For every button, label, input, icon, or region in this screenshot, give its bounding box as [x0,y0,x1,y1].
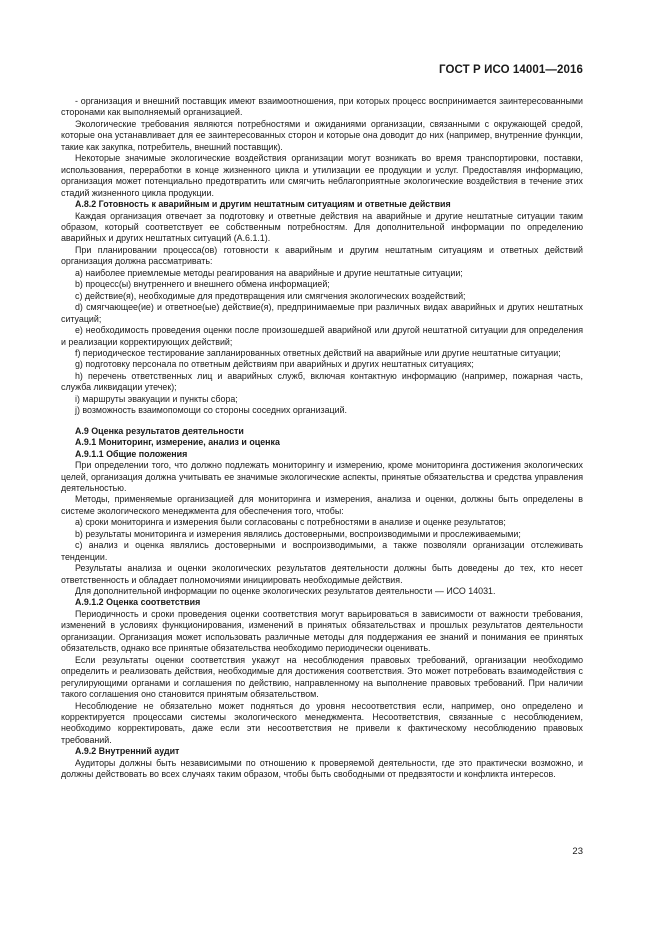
page-number: 23 [572,846,583,857]
list-item: g) подготовку персонала по ответным действиям при аварийных и других нештатных ситуациях; [75,359,474,370]
list-item: j) возможность взаимопомощи со стороны соседних организаций. [75,405,347,416]
list-item: i) маршруты эвакуации и пункты сбора; [75,393,238,404]
body-paragraph: Экологические требования являются потребностями и ожиданиями организации, связанными с окружающей средой, которые она устанавливает для ее заинтересованных сторон и которые она доводит до них (например, внутренние функции, такие как закупка, потребитель, внешний поставщик). [61,118,583,152]
body-paragraph: Результаты анализа и оценки экологических результатов деятельности должны быть доведены до тех, кто несет ответственность и обладает полномочиями инициировать необходимые действия. [61,563,583,585]
body-paragraph: Для дополнительной информации по оценке экологических результатов деятельности — ИСО 14031. [75,586,496,597]
list-item: h) перечень ответственных лиц и аварийных служб, включая контактную информацию (например, пожарная часть, служба ликвидации утечек); [61,370,583,393]
section-heading: А.9 Оценка результатов деятельности [75,425,244,436]
list-item: а) наиболее приемлемые методы реагирования на аварийные и другие нештатные ситуации; [75,267,463,278]
list-item: с) анализ и оценка являлись достоверными и воспроизводимыми, а также позволяли организации отслеживать тенденции. [61,540,583,562]
body-paragraph: При планировании процесса(ов) готовности к аварийным и другим нештатным ситуациям и ответных действий организация должна рассматривать: [61,244,583,267]
subsection-heading: А.9.2 Внутренний аудит [75,746,180,757]
body-paragraph: Некоторые значимые экологические воздействия организации могут возникать во время транспортировки, поставки, использования, переработки в конце жизненного цикла и утилизации ее продукции и услуг. Предоставляя информацию, организация может потенциально предотвратить или смягчить неблагоприятные экологические воздействия в течение этих стадий жизненного цикла продукции. [61,153,583,198]
list-item: b) результаты мониторинга и измерения являлись достоверными, воспроизводимыми и прослеживаемыми; [75,528,521,539]
list-item: а) сроки мониторинга и измерения были согласованы с потребностями в анализе и оценке результатов; [75,517,506,528]
body-paragraph: Каждая организация отвечает за подготовку и ответные действия на аварийные и другие нештатные ситуации таким образом, который соответствует ее собственным потребностям. Для дополнительной информации по определению аварийных и других нештатных ситуаций (А.6.1.1). [61,210,583,244]
subsection-heading: А.9.1.2 Оценка соответствия [75,597,201,608]
body-paragraph: При определении того, что должно подлежать мониторингу и измерению, кроме мониторинга достижения экологических целей, организация должна учитывать ее значимые экологические аспекты, принятые обязательства и средства управления деятельностью. [61,460,583,493]
body-paragraph: Аудиторы должны быть независимыми по отношению к проверяемой деятельности, где это практически возможно, и должны действовать во всех случаях таким образом, чтобы быть свободными от предвзятости и конфликта интересов. [61,757,583,780]
body-paragraph: Если результаты оценки соответствия укажут на несоблюдения правовых требований, организации необходимо определить и реализовать действия, необходимые для достижения соответствия. Это может потребовать взаимодействия с регулирующими органами и соглашения по действию, направленному на выполнение правовых требований. При наличии такого соглашения оно становится принятым обязательством. [61,654,583,700]
subsection-heading: А.9.1 Мониторинг, измерение, анализ и оценка [75,437,280,448]
document-body [61,96,583,781]
list-item: с) действие(я), необходимые для предотвращения или смягчения экологических воздействий; [75,290,466,301]
list-item: е) необходимость проведения оценки после произошедшей аварийной или другой нештатной ситуации для определения и реализации корректирующих действий; [61,325,583,347]
body-paragraph: Методы, применяемые организацией для мониторинга и измерения, анализа и оценки, должны быть определены в системе экологического менеджмента для обеспечения того, чтобы: [61,494,583,516]
body-paragraph: - организация и внешний поставщик имеют взаимоотношения, при которых процесс воспринимается заинтересованными сторонами как выполняемый организацией. [61,96,583,118]
list-item: f) периодическое тестирование запланированных ответных действий на аварийные или другие нештатные ситуации; [75,347,561,358]
body-paragraph: Несоблюдение не обязательно может подняться до уровня несоответствия если, например, оно определено и корректируется процессами системы экологического менеджмента. Несоответствия, связанные с несоблюдением, необходимо корректировать, даже если эти несоответствия не привели к фактическому несоблюдению правовых требований. [61,700,583,745]
document-code-header: ГОСТ Р ИСО 14001—2016 [438,64,583,76]
section-heading: А.8.2 Готовность к аварийным и другим нештатным ситуациям и ответные действия [75,199,451,210]
body-paragraph: Периодичность и сроки проведения оценки соответствия могут варьироваться в зависимости от важности требования, изменений в условиях функционирования, изменений в принятых обязательствах и прошлых результатов деятельности организации. Организация может использовать различные методы для поддержания ее знаний и понимания ее принятых обязательств, однако все принятые обязательства необходимо периодически оценивать. [61,608,583,654]
list-item: d) смягчающее(ие) и ответное(ые) действие(я), предпринимаемые при различных видах аварийных и других нештатных ситуаций; [61,302,583,324]
list-item: b) процесс(ы) внутреннего и внешнего обмена информацией; [75,279,330,290]
subsection-heading: А.9.1.1 Общие положения [75,448,188,459]
